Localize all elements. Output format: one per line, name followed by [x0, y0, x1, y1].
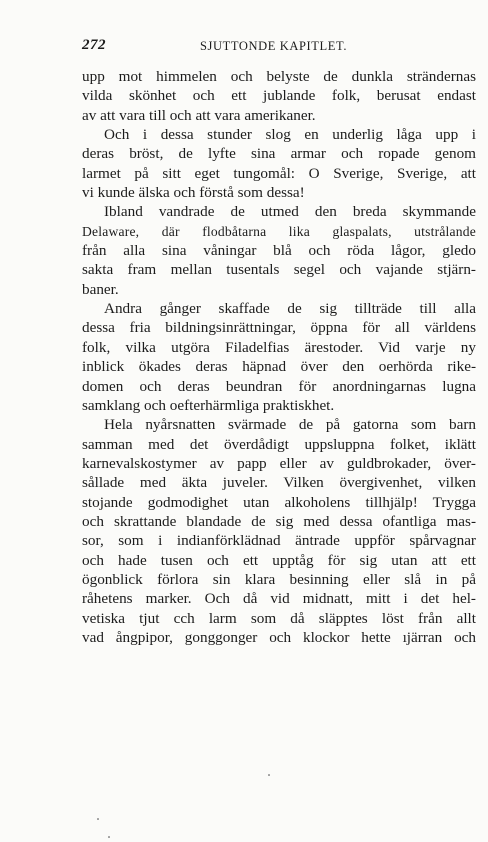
text-line: Hela nyårsnatten svärmade de på gatorna som barn: [104, 416, 476, 434]
running-head: SJUTTONDE KAPITLET.: [200, 39, 348, 53]
text-line: sakta fram mellan tusentals segel och vajande stjärn-: [82, 261, 476, 279]
text-line: baner.: [82, 280, 119, 298]
text-line: från alla sina våningar blå och röda lågor, gledo: [82, 242, 476, 260]
text-line: dessa fria bildningsinrättningar, öppna för all världens: [82, 319, 476, 337]
text-line: karnevalskostymer av papp eller av guldbrokader, över-: [82, 454, 476, 472]
text-line: och hade tusen och ett upptåg för sig utan att ett: [82, 551, 476, 569]
body-text: [82, 67, 476, 647]
paper-speck: [268, 774, 270, 776]
text-line: sor, som i indianförklädnad äntrade uppför spårvagnar: [82, 532, 476, 550]
text-line: vetiska tjut cch larm som då släpptes löst från allt: [82, 609, 476, 627]
text-line: vilda skönhet och ett jublande folk, berusat endast: [82, 87, 476, 105]
text-line: stojande godmodighet utan alkoholens tillhjälp! Trygga: [82, 493, 476, 511]
text-line: av att vara till och att vara amerikaner.: [82, 106, 316, 124]
text-line: sållade med äkta juveler. Vilken övergivenhet, vilken: [82, 474, 476, 492]
text-line: larmet på sitt eget tungomål: O Sverige, Sverige, att: [82, 164, 476, 182]
text-line: ögonblick förlora sin klara besinning eller slå in på: [82, 570, 476, 588]
page-header: [82, 37, 422, 57]
paper-speck: [97, 818, 99, 820]
text-line: Ibland vandrade de utmed den breda skymmande: [104, 203, 476, 221]
paper-speck: [108, 836, 110, 838]
text-line: upp mot himmelen och belyste de dunkla strändernas: [82, 68, 476, 85]
text-line: samman med det överdådigt uppsluppna folket, iklätt: [82, 435, 476, 453]
text-line: deras bröst, de lyfte sina armar och ropade genom: [82, 145, 476, 163]
text-line: Delaware, där flodbåtarna lika glaspalats, utstrålande: [82, 223, 476, 239]
text-line: inblick ökades deras häpnad över den oerhörda rike-: [82, 358, 476, 376]
text-line: samklang och oefterhärmliga praktiskhet.: [82, 396, 335, 414]
text-line: råhetens marker. Och då vid midnatt, mitt i det hel-: [82, 590, 476, 608]
page-number: 272: [82, 37, 106, 53]
text-line: vad ångpipor, gonggonger och klockor hette ıjärran och: [82, 628, 476, 646]
text-line: folk, vilka utgöra Filadelfias ärestoder. Vid varje ny: [82, 338, 476, 356]
text-line: domen och deras beundran för anordningarnas lugna: [82, 377, 476, 395]
text-line: Andra gånger skaffade de sig tillträde till alla: [104, 300, 476, 318]
text-line: vi kunde älska och förstå som dessa!: [82, 184, 305, 202]
text-line: Och i dessa stunder slog en underlig låga upp i: [104, 126, 476, 144]
text-line: och skrattande blandade de sig med dessa ofantliga mas-: [82, 512, 476, 530]
